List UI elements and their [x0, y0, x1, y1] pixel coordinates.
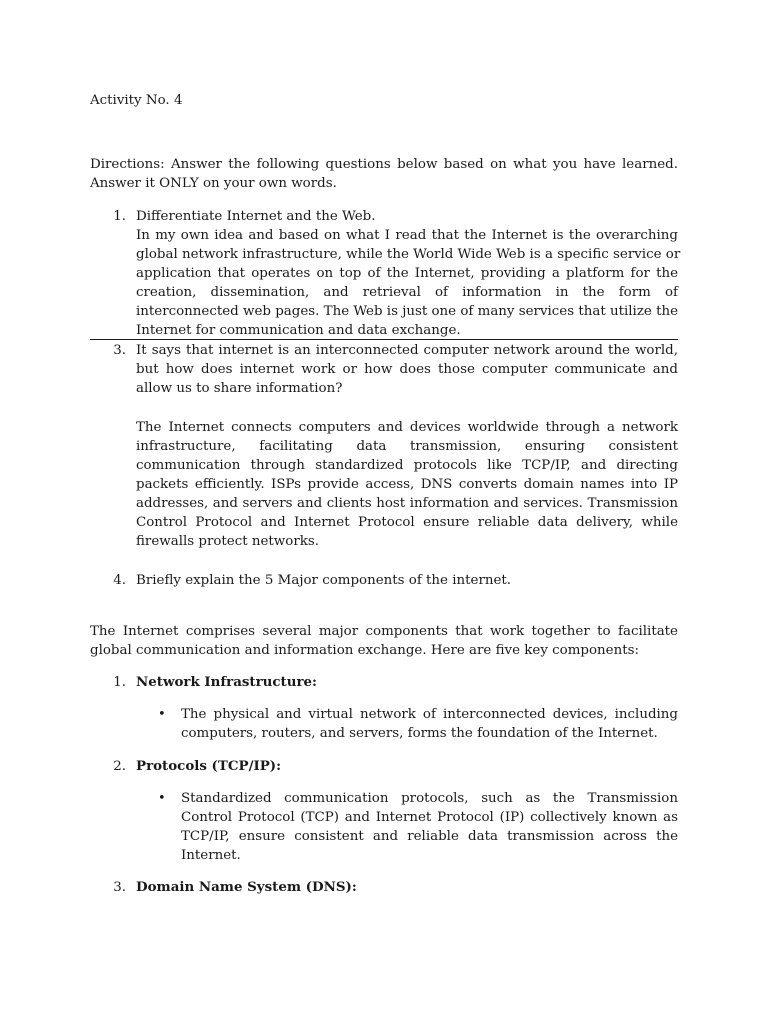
description-line: The physical and virtual network of interconnected devices, including	[181, 707, 678, 722]
answer-line: The Internet connects computers and devices worldwide through a network	[136, 420, 678, 435]
answer-paragraph	[136, 418, 678, 551]
answer-line: infrastructure, facilitating data transmission, ensuring consistent	[136, 439, 678, 454]
question-text	[136, 341, 678, 398]
component-description	[181, 789, 678, 865]
question-line: It says that internet is an interconnected computer network around the world,	[136, 343, 678, 358]
bullet-icon: •	[158, 791, 166, 806]
horizontal-rule	[90, 339, 678, 340]
component-number: 1.	[113, 675, 126, 690]
intro-line: The Internet comprises several major components that work together to facilitate	[90, 624, 678, 639]
activity-title: Activity No. 4	[90, 93, 183, 108]
answer-line: application that operates on top of the Internet, providing a platform for the	[136, 266, 678, 281]
answer-line: firewalls protect networks.	[136, 534, 319, 549]
question-text: Differentiate Internet and the Web.	[136, 209, 376, 224]
question-text: Briefly explain the 5 Major components of the internet.	[136, 573, 512, 588]
component-title: Protocols (TCP/IP):	[136, 758, 282, 774]
answer-line: global network infrastructure, while the World Wide Web is a specific service or	[136, 247, 681, 262]
answer-line: interconnected web pages. The Web is just one of many services that utilize the	[136, 304, 678, 319]
question-number: 4.	[113, 573, 126, 588]
component-number: 3.	[113, 880, 126, 895]
answer-line: creation, dissemination, and retrieval of information in the form of	[136, 285, 678, 300]
directions-line: Directions: Answer the following questions below based on what you have learned.	[90, 157, 678, 172]
question-number: 1.	[113, 209, 126, 224]
component-number: 2.	[113, 759, 126, 774]
answer-line: packets efficiently. ISPs provide access, DNS converts domain names into IP	[136, 477, 678, 492]
description-line: TCP/IP, ensure consistent and reliable data transmission across the	[181, 829, 678, 844]
bullet-icon: •	[158, 707, 166, 722]
component-description	[181, 705, 678, 743]
answer-line: Internet for communication and data exchange.	[136, 323, 461, 338]
description-line: Internet.	[181, 848, 241, 863]
intro-line: global communication and information exchange. Here are five key components:	[90, 643, 639, 658]
intro-paragraph	[90, 622, 678, 660]
directions	[90, 155, 678, 193]
question-line: allow us to share information?	[136, 381, 343, 396]
description-line: Standardized communication protocols, such as the Transmission	[181, 791, 678, 806]
directions-line: Answer it ONLY on your own words.	[90, 176, 337, 191]
answer-line: In my own idea and based on what I read that the Internet is the overarching	[136, 228, 678, 243]
answer-line: communication through standardized protocols like TCP/IP, and directing	[136, 458, 678, 473]
question-number: 3.	[113, 343, 126, 358]
description-line: computers, routers, and servers, forms the foundation of the Internet.	[181, 726, 658, 741]
component-title: Domain Name System (DNS):	[136, 879, 357, 895]
answer-line: Control Protocol and Internet Protocol ensure reliable data delivery, while	[136, 515, 678, 530]
answer-line: addresses, and servers and clients host information and services. Transmission	[136, 496, 678, 511]
answer-paragraph	[136, 226, 681, 340]
component-title: Network Infrastructure:	[136, 674, 317, 690]
description-line: Control Protocol (TCP) and Internet Protocol (IP) collectively known as	[181, 810, 678, 825]
question-line: but how does internet work or how does those computer communicate and	[136, 362, 678, 377]
